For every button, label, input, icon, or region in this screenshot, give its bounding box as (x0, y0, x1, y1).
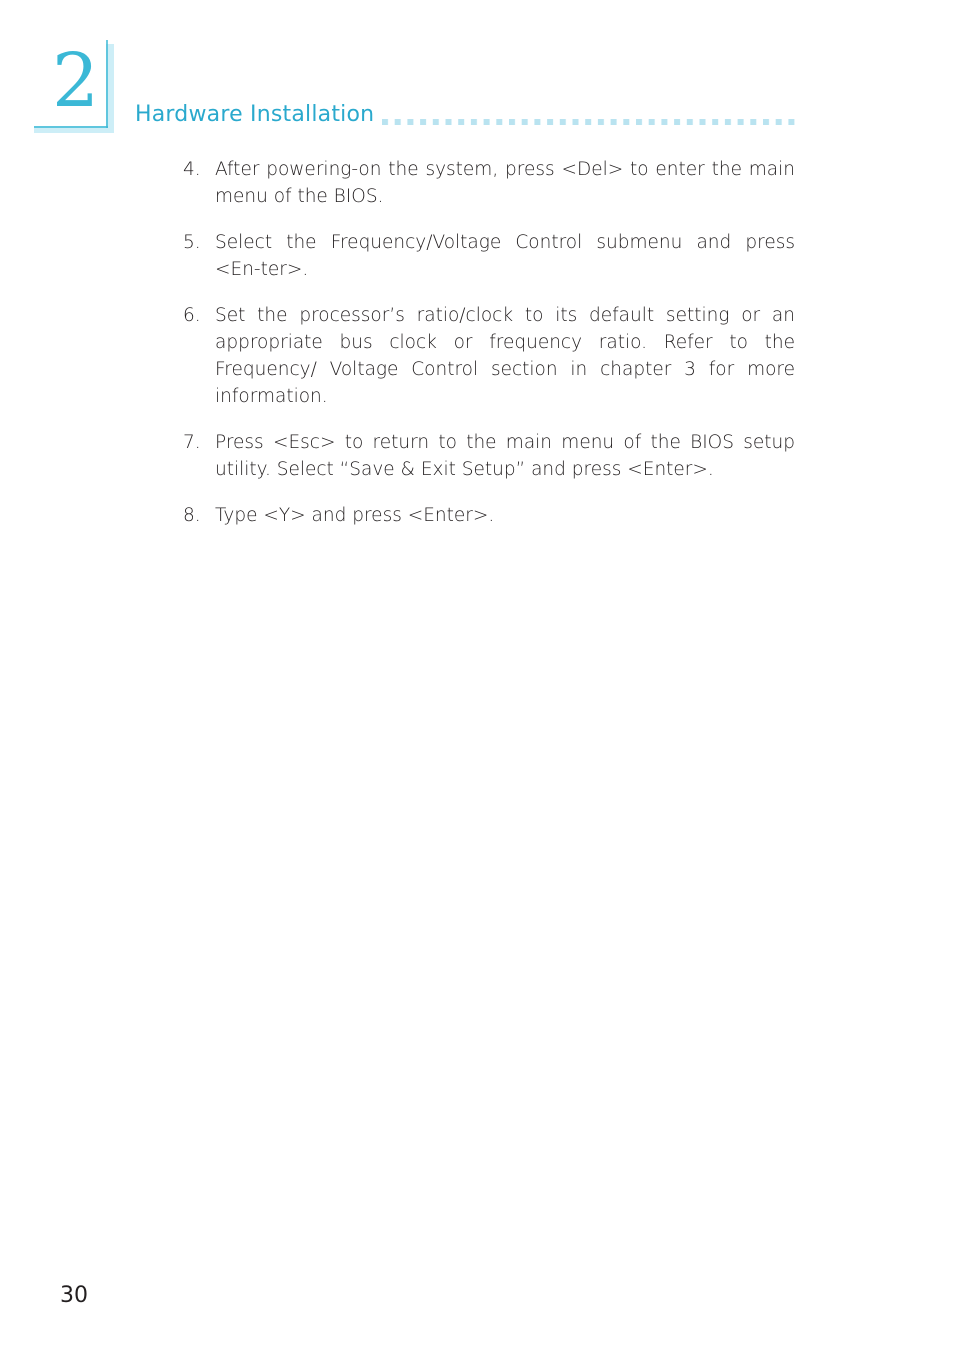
step-text: Set the processor’s ratio/clock to its default setting or an appropriate bus clock or frequency ratio. Refer to the Frequency/ Voltage Control section in chapter 3 for more information. (215, 305, 795, 407)
chapter-number: 2 (52, 38, 100, 124)
step-number: 4. (183, 159, 201, 180)
step-number: 8. (183, 505, 201, 526)
step-text: Press <Esc> to return to the main menu of the BIOS setup utility. Select “Save & Exit Setup” and press <Enter>. (215, 432, 795, 480)
list-item (183, 302, 795, 410)
step-number: 5. (183, 232, 201, 253)
list-item (183, 429, 795, 483)
step-text: Select the Frequency/Voltage Control submenu and press <En-ter>. (215, 232, 795, 280)
list-item (183, 229, 795, 283)
step-text: After powering-on the system, press <Del> to enter the main menu of the BIOS. (215, 159, 795, 207)
list-item (183, 156, 795, 210)
title-dotted-rule (382, 118, 798, 126)
page-number: 30 (60, 1283, 88, 1308)
procedure-steps (183, 156, 795, 548)
step-number: 7. (183, 432, 201, 453)
list-item (183, 502, 795, 529)
section-title: Hardware Installation (135, 102, 375, 127)
step-text: Type <Y> and press <Enter>. (215, 505, 495, 526)
step-number: 6. (183, 305, 201, 326)
